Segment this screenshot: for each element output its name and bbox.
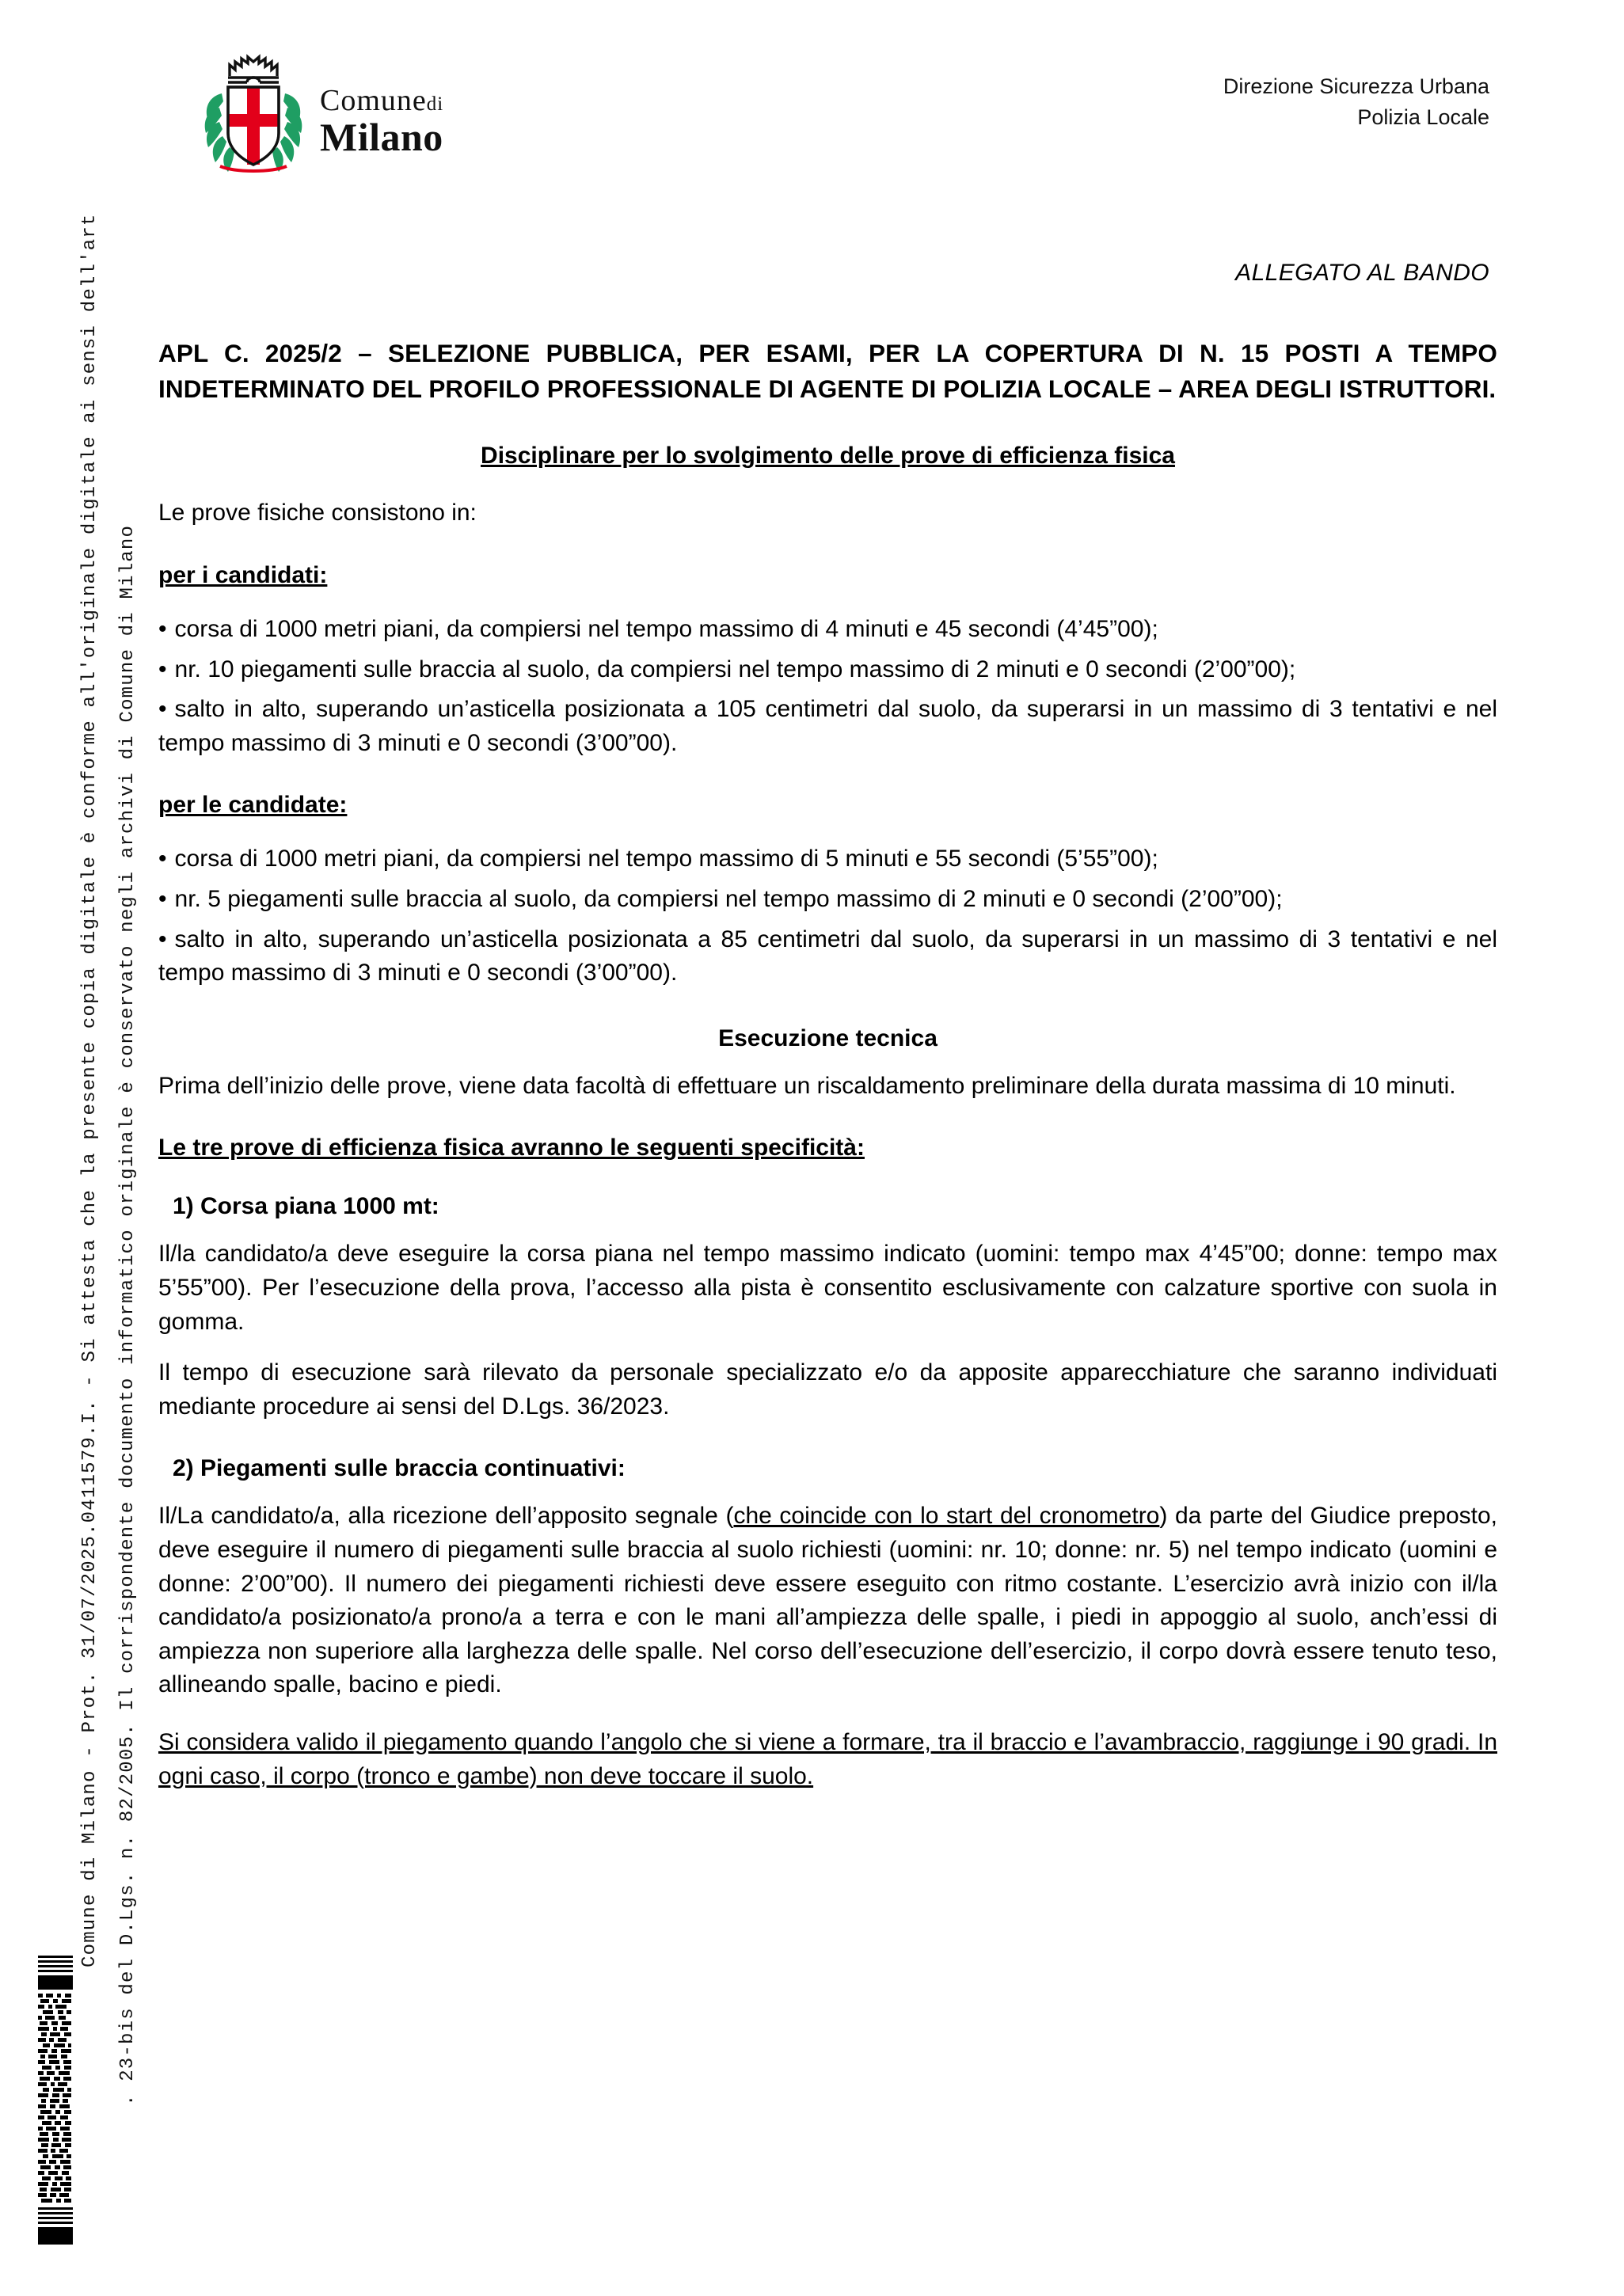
heading-esecuzione-tecnica: Esecuzione tecnica (718, 1024, 938, 1051)
margin-stamp-line-1: Comune di Milano - Prot. 31/07/2025.0411579.I. - Si attesta che la presente copia digitale è conforme all'originale digitale ai sensi dell'art (79, 213, 101, 1967)
page-title: APL C. 2025/2 – SELEZIONE PUBBLICA, PER ESAMI, PER LA COPERTURA DI N. 15 POSTI A TEMPO INDETERMINATO DEL PROFILO PROFESSIONALE DI AGENTE DI POLIZIA LOCALE – AREA DEGLI ISTRUTTORI. (158, 339, 1497, 403)
milano-crest-icon (198, 48, 309, 174)
bullet-icon: • (158, 846, 167, 872)
bullet-icon: • (158, 886, 167, 912)
list-item (158, 613, 1497, 647)
list-item (158, 842, 1497, 876)
bullet-icon: • (158, 656, 167, 682)
document-header (158, 0, 1497, 174)
bullet-icon: • (158, 696, 167, 723)
heading-test-2: 2) Piegamenti sulle braccia continuativi: (173, 1455, 626, 1482)
heading-specificita: Le tre prove di efficienza fisica avranno le seguenti specificità: (158, 1135, 865, 1161)
document-page (135, 0, 1624, 2296)
list-item-text: salto in alto, superando un’asticella posizionata a 85 centimetri dal suolo, da superarsi in un massimo di 3 tentativi e nel tempo massimo di 3 minuti e 0 secondi (3’00”00). (158, 926, 1497, 986)
department-line-2: Polizia Locale (1357, 105, 1489, 130)
heading-candidate-donne: per le candidate: (158, 792, 348, 819)
list-item (158, 693, 1497, 760)
women-requirements-list (158, 842, 1497, 990)
comune-di-milano-logo (158, 48, 443, 174)
test-2-underlined-clause: che coincide con lo start del cronometro (733, 1503, 1160, 1530)
department-line-1: Direzione Sicurezza Urbana (1223, 74, 1489, 98)
bullet-icon: • (158, 616, 167, 643)
test-2-text-b: ) da parte del Giudice preposto, deve eseguire il numero di piegamenti sulle braccia al suolo richiesti (uomini: nr. 10; donne: nr. 5) nel tempo indicato (uomini e donne: 2’00”00). Il numero dei piegamenti richiesti deve essere eseguito con ritmo costante. L’esercizio avrà inizio con il/la candidato/a posizionato/a prono/a a terra e con le mani all’ampiezza delle spalle, i piedi in appoggio al suolo, anch’essi di ampiezza non superiore alla larghezza delle spalle. Nel corso dell’esecuzione dell’esercizio, il corpo dovrà essere tenuto teso, allineando spalle, bacino e piedi. (158, 1503, 1497, 1698)
document-subtitle: Disciplinare per lo svolgimento delle prove di efficienza fisica (481, 443, 1175, 469)
list-item-text: nr. 10 piegamenti sulle braccia al suolo, da compiersi nel tempo massimo di 2 minuti e 0 secondi (2’00”00); (174, 656, 1296, 682)
margin-stamp-line-2: . 23-bis del D.Lgs. n. 82/2005. Il corrispondente documento informatico originale è conservato negli archivi di Comune di Milano (117, 524, 139, 2106)
men-requirements-list (158, 613, 1497, 760)
list-item (158, 883, 1497, 917)
margin-certification-stamp (0, 0, 139, 2296)
intro-paragraph: Le prove fisiche consistono in: (158, 500, 477, 526)
test-1-paragraph-2: Il tempo di esecuzione sarà rilevato da personale specializzato e/o da apposite apparecchiature che saranno individuati mediante procedure ai sensi del D.Lgs. 36/2023. (158, 1359, 1497, 1420)
test-2-paragraph (158, 1500, 1497, 1702)
brand-milano-text: Milano (320, 115, 443, 159)
heading-candidati-uomini: per i candidati: (158, 562, 328, 589)
list-item-text: nr. 5 piegamenti sulle braccia al suolo, da compiersi nel tempo massimo di 2 minuti e 0 secondi (2’00”00); (174, 886, 1283, 912)
pdf417-barcode (38, 1956, 73, 2256)
bullet-icon: • (158, 926, 167, 952)
allegato-label: ALLEGATO AL BANDO (1235, 260, 1489, 286)
list-item-text: salto in alto, superando un’asticella posizionata a 105 centimetri dal suolo, da superarsi in un massimo di 3 tentativi e nel tempo massimo di 3 minuti e 0 secondi (3’00”00). (158, 696, 1497, 756)
brand-comune-line (320, 86, 443, 116)
department-header (1223, 48, 1497, 133)
list-item-text: corsa di 1000 metri piani, da compiersi nel tempo massimo di 5 minuti e 55 secondi (5’55”00); (174, 846, 1158, 872)
list-item (158, 653, 1497, 687)
heading-test-1: 1) Corsa piana 1000 mt: (173, 1193, 439, 1220)
list-item-text: corsa di 1000 metri piani, da compiersi nel tempo massimo di 4 minuti e 45 secondi (4’45”00); (174, 616, 1158, 643)
brand-comune-text: Comune (320, 84, 427, 117)
test-2-validity-note: Si considera valido il piegamento quando l’angolo che si viene a formare, tra il braccio e l’avambraccio, raggiunge i 90 gradi. In ogni caso, il corpo (tronco e gambe) non deve toccare il suolo. (158, 1728, 1497, 1789)
test-1-paragraph-1: Il/la candidato/a deve eseguire la corsa piana nel tempo massimo indicato (uomini: tempo max 4’45”00; donne: tempo max 5’55”00). Per l’esecuzione della prova, l’accesso alla pista è consentito esclusivamente con calzature sportive con suola in gomma. (158, 1241, 1497, 1335)
brand-di-text: di (426, 93, 444, 115)
list-item (158, 923, 1497, 990)
tech-intro-paragraph: Prima dell’inizio delle prove, viene data facoltà di effettuare un riscaldamento preliminare della durata massima di 10 minuti. (158, 1072, 1456, 1099)
test-2-text-a: Il/La candidato/a, alla ricezione dell’apposito segnale ( (158, 1503, 734, 1530)
brand-wordmark (320, 65, 443, 157)
